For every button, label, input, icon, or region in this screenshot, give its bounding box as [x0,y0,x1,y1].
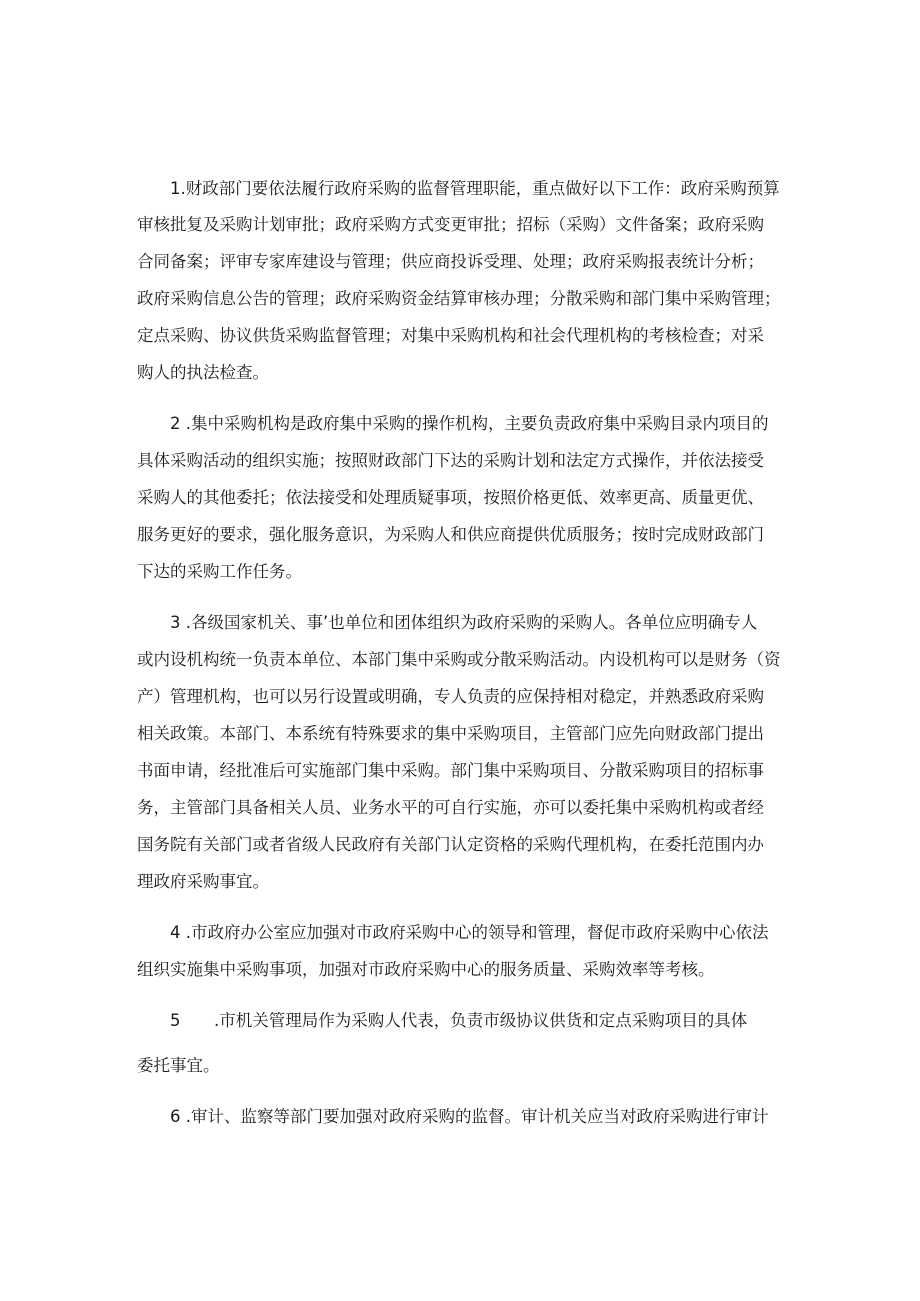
line-text: 服务更好的要求，强化服务意识，为采购人和供应商提供优质服务；按时完成财政部门 [137,525,764,544]
text-line [0,956,920,984]
text-line [0,757,920,785]
line-text: 或内设机构统一负责本单位、本部门集中采购或分散采购活动。内设机构可以是财务（资 [137,650,781,669]
text-line [0,831,920,859]
line-text: 书面申请，经批准后可实施部门集中采购。部门集中采购项目、分散采购项目的招标事 [137,761,764,780]
line-text: 3 .各级国家机关、事’也单位和团体组织为政府采购的采购人。各单位应明确专人 [170,613,758,632]
text-line [0,609,920,637]
line-text: 委托事宜。 [137,1056,220,1075]
text-line [0,868,920,896]
line-text: 下达的采购工作任务。 [137,562,302,581]
item-number: 5 [170,1011,181,1030]
line-text: 政府采购信息公告的管理；政府采购资金结算审核办理；分散采购和部门集中采购管理； [137,289,781,308]
text-line [0,919,920,947]
line-text: 产）管理机构，也可以另行设置或明确，专人负责的应保持相对稳定，并熟悉政府采购 [137,687,764,706]
line-text: 采购人的其他委托；依法接受和处理质疑事项，按照价格更低、效率更高、质量更优、 [137,488,764,507]
text-line [0,359,920,387]
text-line [0,248,920,276]
line-text: 定点采购、协议供货采购监督管理；对集中采购机构和社会代理机构的考核检查；对采 [137,326,764,345]
text-line [0,521,920,549]
line-text: 国务院有关部门或者省级人民政府有关部门认定资格的采购代理机构，在委托范围内办 [137,835,764,854]
line-text: 4 .市政府办公室应加强对市政府采购中心的领导和管理，督促市政府采购中心依法 [170,923,769,942]
text-line [0,410,920,438]
text-line [0,285,920,313]
text-line [0,1007,920,1035]
line-text: 审核批复及采购计划审批；政府采购方式变更审批；招标（采购）文件备案；政府采购 [137,215,764,234]
line-text: 6 .审计、监察等部门要加强对政府采购的监督。审计机关应当对政府采购进行审计 [170,1107,769,1126]
text-line [0,558,920,586]
text-line [0,175,920,203]
text-line [0,211,920,239]
line-text: .市机关管理局作为采购人代表，负责市级协议供货和定点采购项目的具体 [214,1011,748,1030]
line-text: 具体采购活动的组织实施；按照财政部门下达的采购计划和法定方式操作，并依法接受 [137,451,764,470]
line-text: 2 .集中采购机构是政府集中采购的操作机构，主要负责政府集中采购目录内项目的 [170,414,769,433]
line-text: 合同备案；评审专家库建设与管理；供应商投诉受理、处理；政府采购报表统计分析； [137,252,764,271]
line-text: 相关政策。本部门、本系统有特殊要求的集中采购项目，主管部门应先向财政部门提出 [137,724,764,743]
text-line [0,484,920,512]
line-text: 理政府采购事宜。 [137,872,269,891]
text-line [0,720,920,748]
text-line [0,322,920,350]
line-text: 务，主管部门具备相关人员、业务水平的可自行实施，亦可以委托集中采购机构或者经 [137,798,764,817]
text-line [0,1052,920,1080]
text-line [0,683,920,711]
text-line [0,646,920,674]
text-line [0,1103,920,1131]
line-text: 1.财政部门要依法履行政府采购的监督管理职能，重点做好以下工作：政府采购预算 [170,179,780,198]
line-text: 购人的执法检查。 [137,363,269,382]
text-line [0,794,920,822]
text-line [0,447,920,475]
line-text: 组织实施集中采购事项，加强对市政府采购中心的服务质量、采购效率等考核。 [137,960,715,979]
